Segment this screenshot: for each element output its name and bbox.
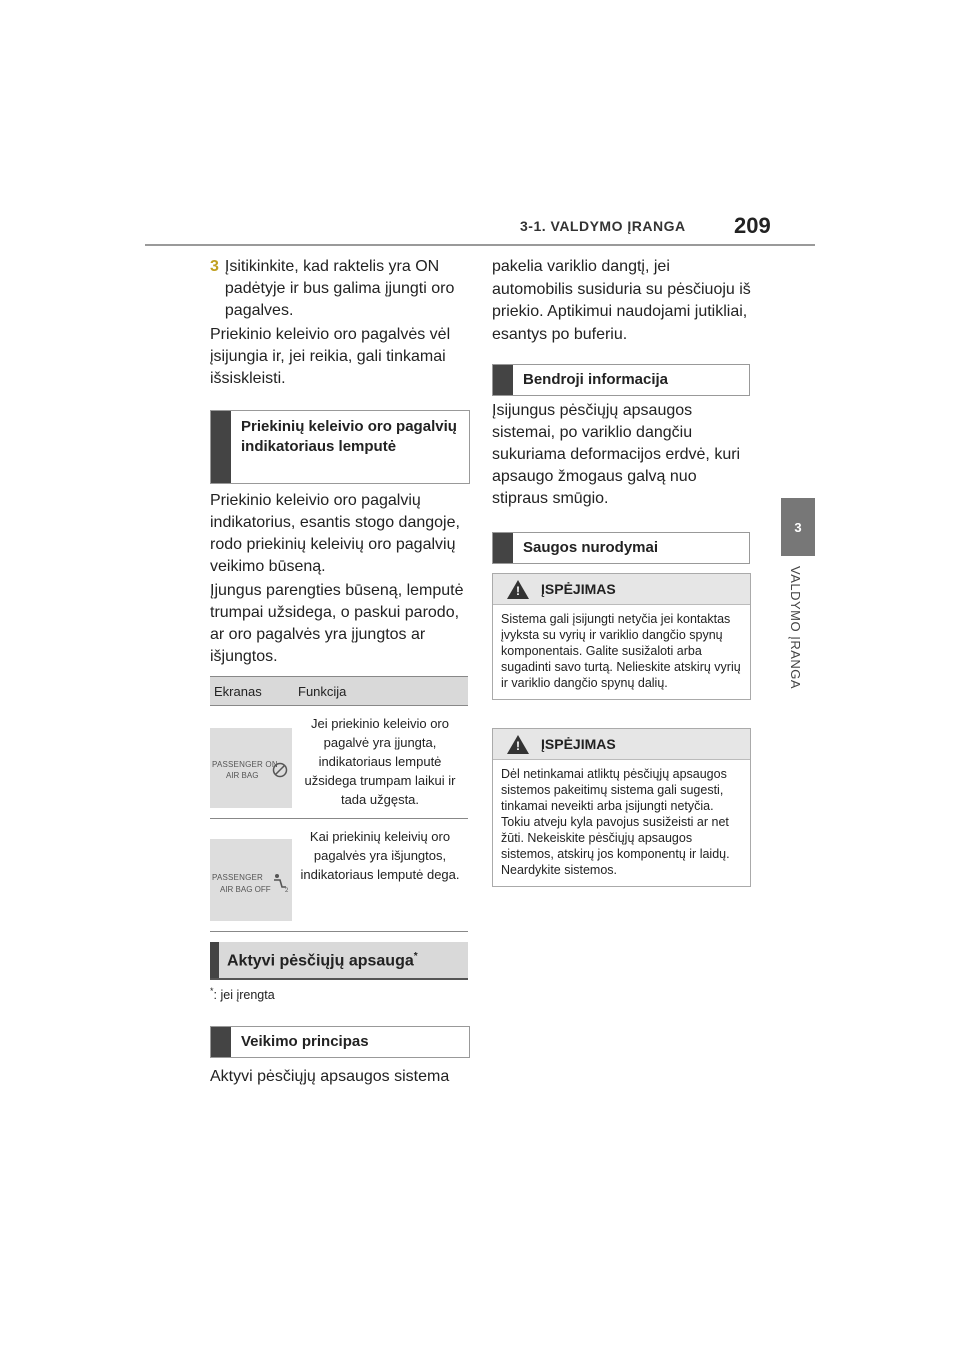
column-header-function: Funkcija: [298, 683, 347, 699]
warning-box: [492, 573, 751, 700]
warning-title: ĮSPĖJIMAS: [541, 736, 616, 752]
heading-text: Veikimo principas: [241, 1033, 369, 1050]
section-heading-general: [492, 364, 750, 396]
heading-text: Aktyvi pėsčiųjų apsauga*: [227, 951, 418, 970]
heading-text: Bendroji informacija: [523, 371, 669, 388]
warning-header: [493, 729, 750, 760]
paragraph: Priekinio keleivio oro pagalvės vėl įsijungia ir, jei reikia, gali tinkamai išsiskleisti.: [210, 326, 451, 387]
footnote: *: jei įrengta: [210, 986, 275, 1003]
step-3: [210, 256, 472, 322]
heading-bar: [211, 411, 231, 483]
section-heading-indicator: [210, 410, 470, 484]
function-description: Jei priekinio keleivio oro pagalvė yra įjungta, indikatoriaus lemputė užsidega trumpam laikui ir tada užgęsta.: [304, 716, 456, 807]
column-header-screen: Ekranas: [214, 683, 262, 699]
paragraph: Aktyvi pėsčiųjų apsaugos sistema: [210, 1068, 450, 1085]
heading-bar: [211, 1027, 231, 1057]
step-text: Įsitikinkite, kad raktelis yra ON padėtyje ir bus galima įjungti oro pagalves.: [224, 258, 455, 319]
section-title: 3-1. VALDYMO ĮRANGA: [520, 218, 686, 234]
chapter-label: VALDYMO ĮRANGA: [788, 566, 803, 690]
heading-bar: [493, 365, 513, 395]
paragraph: pakelia variklio dangtį, jei automobilis susiduria su pėsčiuoju iš priekio. Aptikimui naudojami jutikliai, esantys po buferiu.: [492, 258, 751, 343]
airbag-seat-icon: [268, 871, 290, 893]
warning-text: Sistema gali įsijungti netyčia jei kontaktas įvyksta su vyrių ir variklio dangčio spynų komponentais. Galite susižaloti arba sugadinti savo turtą. Nelieskite atskirų vyrių ir variklio dangčio spynų dalių.: [501, 612, 741, 690]
passenger-airbag-on-image: PASSENGER ON AIR BAG: [210, 728, 292, 808]
section-heading-safety: [492, 532, 750, 564]
header-divider: [145, 244, 815, 246]
page-number: 209: [734, 213, 771, 238]
svg-text:2: 2: [285, 888, 289, 893]
paragraph: Priekinio keleivio oro pagalvių indikatorius, esantis stogo dangoje, rodo priekinių keleivių oro pagalvių veikimo būseną.: [210, 492, 460, 575]
warning-header: [493, 574, 750, 605]
warning-title: ĮSPĖJIMAS: [541, 581, 616, 597]
warning-icon: !: [507, 580, 529, 599]
heading-bar: [210, 942, 219, 978]
section-heading-active-pedestrian: [210, 942, 468, 980]
table-header: [210, 676, 468, 706]
paragraph: Įsijungus pėsčiųjų apsaugos sistemai, po variklio dangčiu sukuriama deformacijos erdvė, kuri apsaugo žmogaus galvą nuo stipraus smūgio.: [492, 402, 741, 507]
function-description: Kai priekinių keleivių oro pagalvės yra išjungtos, indikatoriaus lemputė dega.: [300, 829, 460, 882]
table-row: [210, 819, 468, 932]
warning-icon: !: [507, 735, 529, 754]
indicator-table: [210, 676, 468, 932]
airbag-off-icon: [272, 762, 288, 778]
table-row: [210, 706, 468, 819]
warning-text: Dėl netinkamai atliktų pėsčiųjų apsaugos sistemos pakeitimų sistema gali sugesti, tinkamai neveikti arba įsijungti netyčia. Tokiu atveju kyla pavojus susižeisti ar net žūti. Nekeiskite pėsčiųjų apsaugos sistemos, atskirų jos komponentų ir laidų. Neardykite sistemos.: [501, 767, 730, 877]
section-heading-principle: [210, 1026, 470, 1058]
heading-text: Priekinių keleivio oro pagalvių indikatoriaus lemputė: [241, 418, 457, 455]
step-number: 3: [210, 258, 219, 275]
heading-text: Saugos nurodymai: [523, 539, 659, 556]
passenger-airbag-off-image: PASSENGER AIR BAG OFF 2: [210, 839, 292, 921]
paragraph: Įjungus parengties būseną, lemputė trumpai užsidega, o paskui parodo, ar oro pagalvės yra įjungtos ar išjungtos.: [210, 582, 464, 665]
warning-box: [492, 728, 751, 887]
heading-bar: [493, 533, 513, 563]
chapter-tab: 3: [781, 498, 815, 556]
